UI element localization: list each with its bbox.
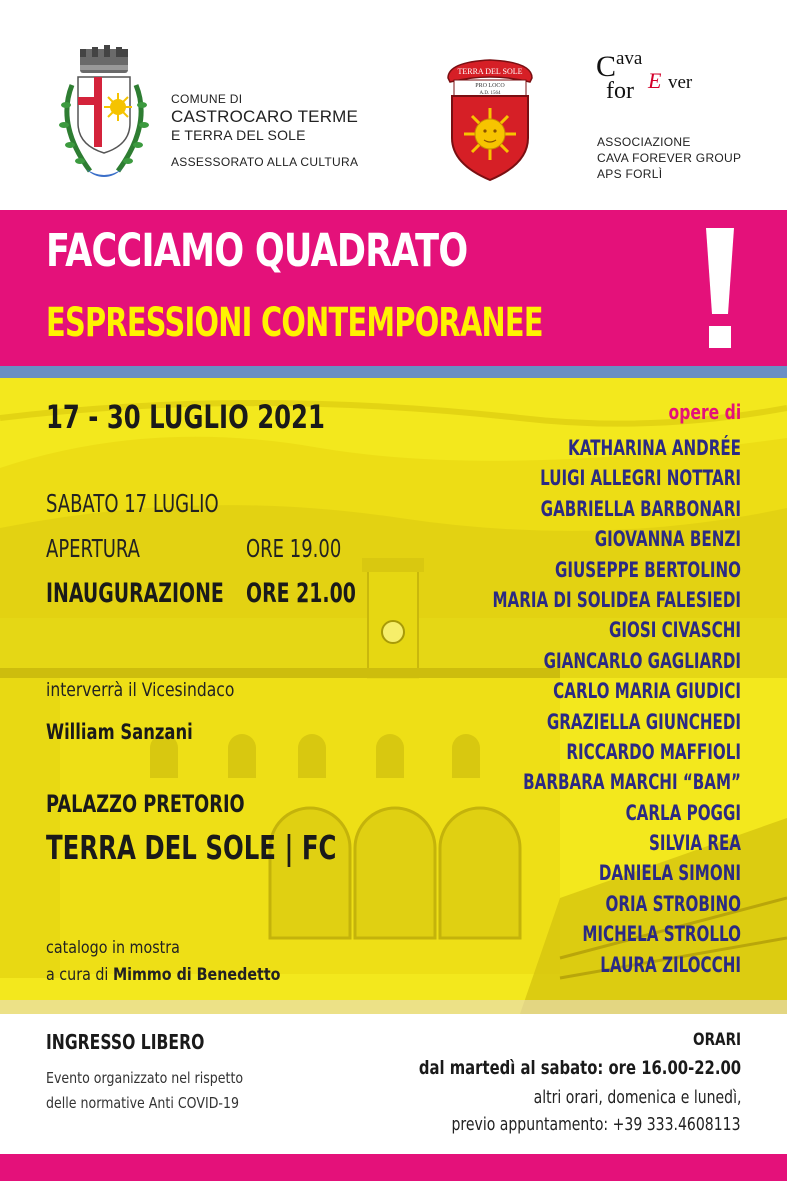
artist-name: GIANCARLO GAGLIARDI [543, 648, 741, 673]
logo-ava: ava [616, 48, 643, 69]
shield-ribbon-text: TERRA DEL SOLE [457, 67, 523, 76]
artist-name: GIOSI CIVASCHI [608, 618, 741, 643]
hours-title: ORARI [692, 1030, 741, 1050]
comune-line2: CASTROCARO TERME [171, 107, 359, 126]
artist-name: GRAZIELLA GIUNCHEDI [546, 709, 741, 734]
curator-name: Mimmo di Benedetto [112, 965, 281, 985]
logo-e: E [648, 68, 662, 93]
artist-name: CARLA POGGI [625, 800, 741, 825]
subtitle: ESPRESSIONI CONTEMPORANEE [46, 300, 543, 346]
cava-forever-logo [596, 50, 746, 116]
event-day: SABATO 17 LUGLIO [46, 489, 219, 518]
artist-name: GIOVANNA BENZI [594, 527, 741, 552]
artist-name: DANIELA SIMONI [598, 861, 741, 886]
blue-stripe [0, 366, 787, 378]
opening-label: APERTURA [46, 534, 141, 563]
free-entry: INGRESSO LIBERO [46, 1030, 205, 1054]
logo-ver: ver [668, 72, 693, 93]
comune-block [171, 92, 358, 169]
shield-sub2: A.D. 1564 [479, 91, 501, 96]
artist-name: KATHARINA ANDRÉE [567, 436, 741, 460]
header [0, 0, 787, 210]
artist-name: LAURA ZILOCCHI [600, 952, 741, 977]
association-block [597, 134, 741, 182]
covid-note-line1: Evento organizzato nel rispetto [46, 1069, 244, 1087]
comune-line1: COMUNE DI [171, 92, 243, 106]
artist-name: GABRIELLA BARBONARI [540, 496, 741, 521]
venue-location: TERRA DEL SOLE | FC [46, 828, 337, 867]
artist-name: ORIA STROBINO [605, 891, 741, 916]
artist-name: CARLO MARIA GIUDICI [553, 679, 741, 704]
artist-name: RICCARDO MAFFIOLI [566, 739, 741, 764]
inauguration-time: ORE 21.00 [246, 578, 356, 609]
venue-name: PALAZZO PRETORIO [46, 790, 245, 818]
speaker-intro: interverrà il Vicesindaco [46, 679, 235, 701]
logo-c: C [596, 50, 617, 83]
hours-phone: previo appuntamento: +39 333.4608113 [451, 1114, 741, 1135]
artist-name: SILVIA REA [648, 831, 741, 856]
bottom-bar [0, 1154, 787, 1181]
inauguration-label: INAUGURAZIONE [46, 578, 224, 609]
artists-list [321, 436, 741, 983]
hours-other: altri orari, domenica e lunedì, [533, 1087, 741, 1108]
hours-main: dal martedì al sabato: ore 16.00-22.00 [418, 1057, 741, 1079]
catalog-line: catalogo in mostra [46, 938, 180, 958]
pro-loco-sun-shield-icon [440, 52, 540, 182]
artist-name: BARBARA MARCHI “BAM” [523, 770, 741, 795]
opening-time: ORE 19.00 [246, 534, 342, 563]
artist-name: GIUSEPPE BERTOLINO [554, 557, 741, 582]
comune-crest-icon [50, 45, 158, 185]
artists-heading: opere di [668, 400, 741, 424]
artist-name: MARIA DI SOLIDEA FALESIEDI [492, 587, 741, 612]
assoc-line1: ASSOCIAZIONE [597, 135, 691, 149]
main-title: FACCIAMO QUADRATO [46, 224, 468, 277]
shield-sub1: PRO LOCO [475, 83, 505, 89]
covid-note-line2: delle normative Anti COVID-19 [46, 1094, 239, 1112]
event-dates: 17 - 30 LUGLIO 2021 [46, 398, 325, 436]
curator-prefix: a cura di [46, 965, 109, 985]
artist-name: LUIGI ALLEGRI NOTTARI [540, 466, 741, 491]
assessorato: ASSESSORATO ALLA CULTURA [171, 155, 359, 169]
exclamation-mark-icon [700, 222, 740, 352]
logo-for: for [606, 78, 634, 104]
assoc-line2: CAVA FOREVER GROUP [597, 151, 742, 165]
artist-name: MICHELA STROLLO [582, 922, 741, 947]
curator-line [46, 965, 280, 985]
comune-line3: E TERRA DEL SOLE [171, 127, 306, 143]
speaker-name: William Sanzani [46, 720, 193, 744]
assoc-line3: APS FORLÌ [597, 167, 663, 181]
